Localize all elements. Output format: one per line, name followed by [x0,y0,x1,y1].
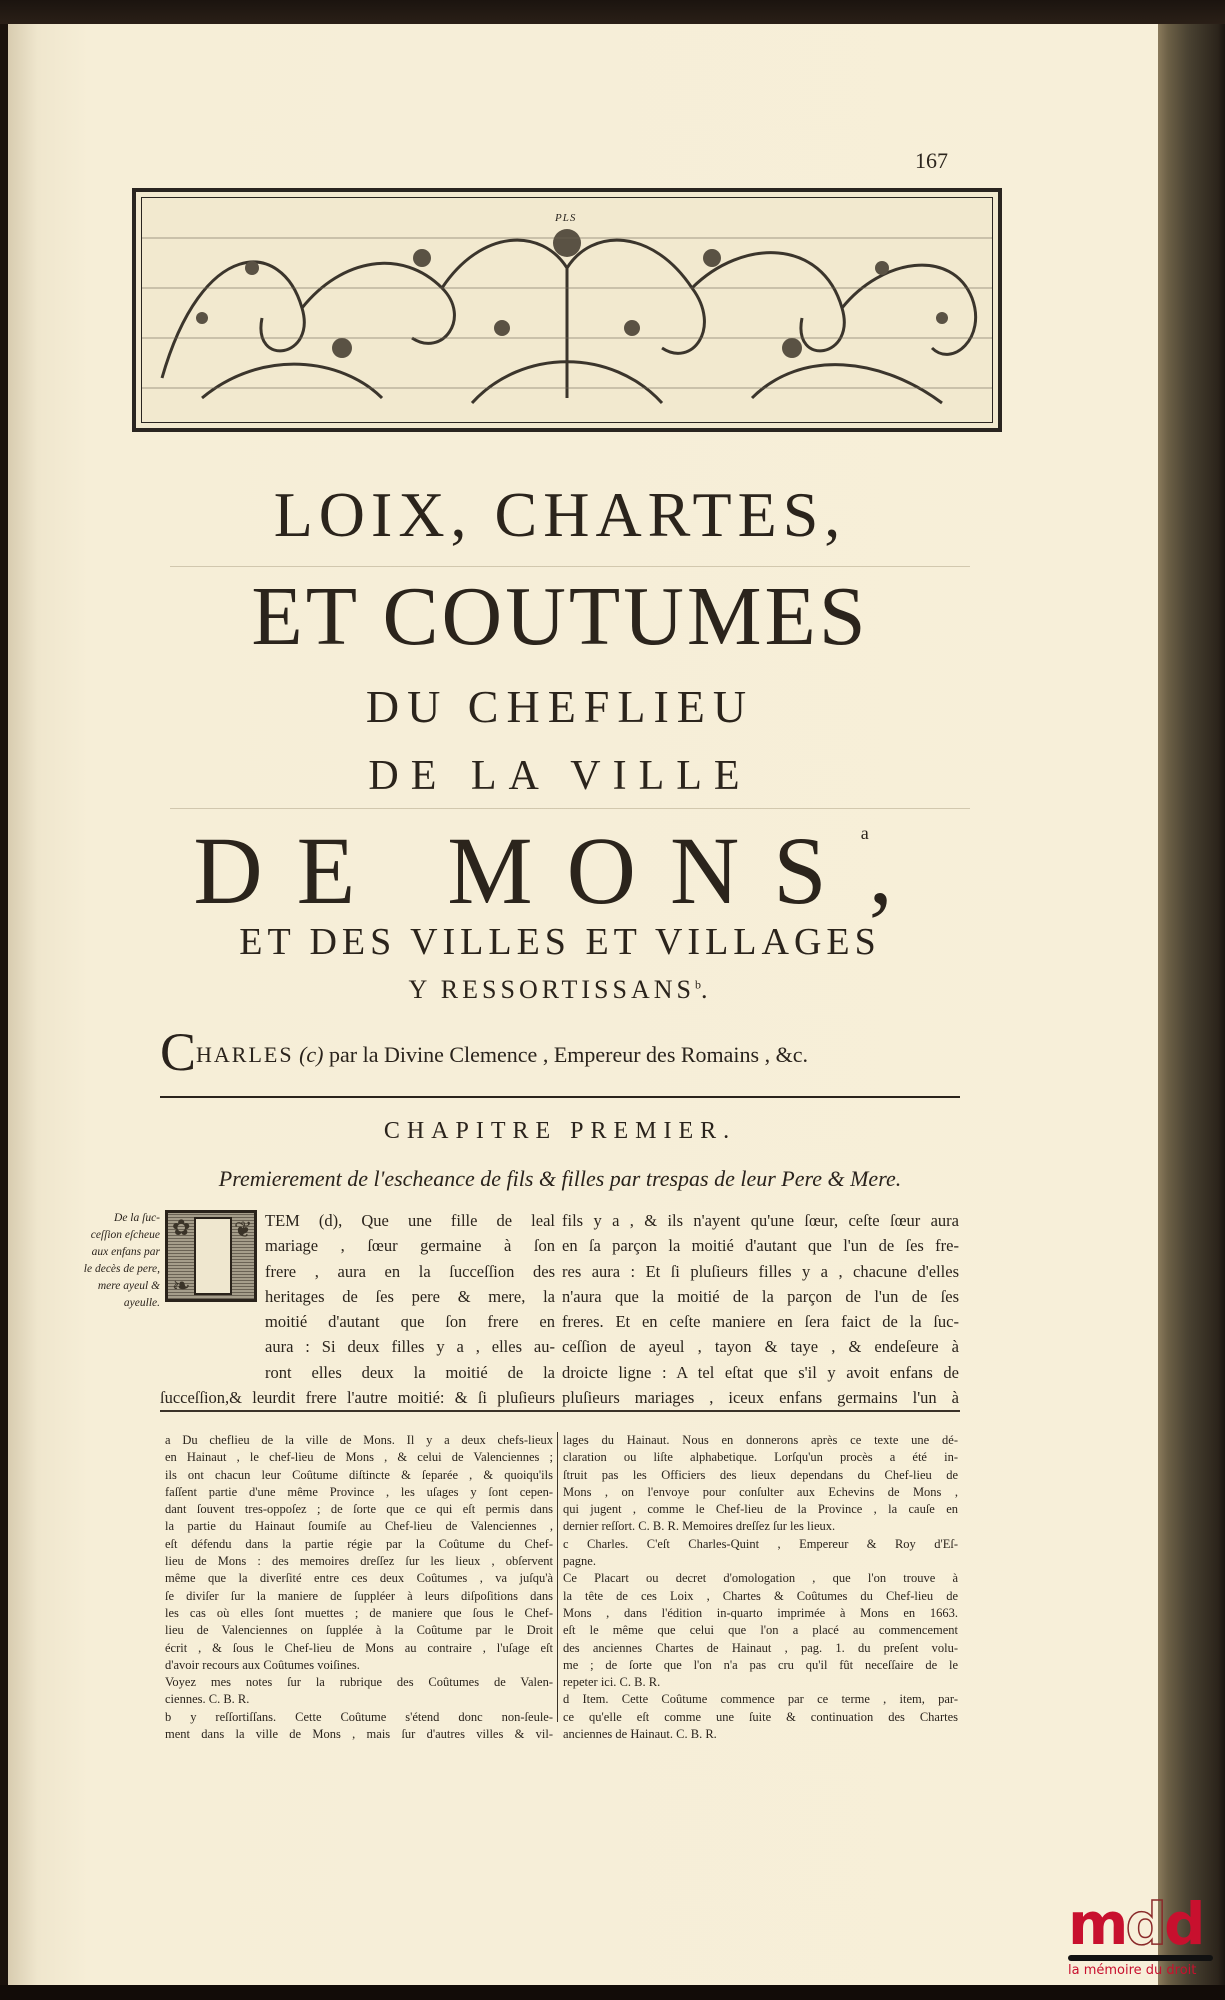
body-line: freres. Et en ceſte maniere en ſera faict de la ſuc- [562,1312,959,1332]
footnote-line: ce qu'elle eſt comme une ſuite & continuation des Chartes [563,1709,958,1724]
body-line: n'aura que la moitié de la parçon de l'un de ſes [562,1286,959,1306]
leaf-icon: ❧ [172,1273,191,1298]
body-text-left-top [265,1208,555,1360]
footnote-line: d Item. Cette Coûtume commence par ce terme , item, par- [563,1692,958,1707]
flower-icon: ✿ [172,1215,191,1240]
footnote-line: dant ſouvent tres-oppoſez ; de ſorte que ce qui eſt permis dans [165,1502,553,1517]
preamble-line [160,1022,808,1082]
title-punct: , [868,817,927,924]
body-line: pluſieurs mariages , iceux enfans germains l'un à [562,1388,959,1408]
body-line: ceſſion de ayeul , tayon & taye , & endeſeure à [562,1337,959,1357]
body-line: fils y a , & ils n'ayent qu'une ſœur, ceſte ſœur aura [562,1211,959,1230]
body-line: ront elles deux la moitié de la [265,1363,555,1382]
historiated-initial-I [165,1210,257,1302]
footnote-line: écrit , & ſous le Chef-lieu de Mons au contraire , l'uſage eſt [165,1640,553,1655]
footnote-line: en Hainaut , le chef-lieu de Mons , & celui de Valenciennes ; [165,1450,553,1465]
footnote-ref-c: (c) [299,1042,324,1067]
body-line: moitié d'autant que ſon frere en [265,1312,555,1332]
preamble-text: par la Divine Clemence , Empereur des Romains , &c. [323,1042,808,1067]
footnote-line: b y reſſortiſſans. Cette Coûtume s'étend donc non-ſeule- [165,1709,553,1724]
footnote-line: lages du Hainaut. Nous en donnerons après ce texte une dé- [563,1433,958,1447]
footnotes-rule [160,1410,960,1412]
footnote-line: Ce Placart ou decret d'omologation , que l'on trouve à [563,1571,958,1586]
faint-rule [170,808,970,809]
footnotes-right [563,1432,958,1743]
footnote-line: lieu de Valenciennes on ſupplée à la Coûtume par le Droit [165,1623,553,1638]
body-line: TEM (d), Que une fille de leal [265,1211,555,1230]
margin-note-line: aux enfans par [91,1246,160,1258]
floral-scroll-icon [142,198,992,422]
faint-rule [170,566,970,567]
body-line: aura : Si deux filles y a , elles au- [265,1337,555,1357]
logo-letter: d [1163,1890,1203,1958]
footnote-line: Voyez mes notes ſur la rubrique des Coûtumes de Valen- [165,1675,553,1690]
footnote-line: la tête de ces Loix , Chartes & Coûtumes du Chef-lieu de [563,1588,958,1603]
footnote-line: repeter ici. C. B. R. [563,1675,661,1690]
logo-letter: d [1125,1890,1164,1958]
footnote-line: ſe diviſer ſur la maniere de ſuppléer à leurs diſpoſitions dans [165,1588,553,1603]
footnote-line: claration ou liſte alphabetique. Lorſqu'un procès a été in- [563,1450,958,1465]
body-line: mariage , ſœur germaine à ſon [265,1236,555,1256]
title-line-4: DE LA VILLE [368,753,752,799]
body-line: heritages de ſes pere & mere, la [265,1286,555,1306]
title-punct: . [700,975,712,1004]
footnote-line: la partie du Hainaut ſoumiſe au Chef-lieu de Valenciennes , [165,1519,553,1534]
margin-note [68,1210,160,1312]
engraver-signature: PLS [555,212,577,224]
footnote-line: a Du cheflieu de la ville de Mons. Il y a deux chefs-lieux [165,1433,553,1447]
chapter-title: CHAPITRE PREMIER. [383,1118,737,1144]
footnote-line: ment dans la ville de Mons , mais ſur d'autres villes & vil- [165,1727,553,1742]
footnote-line: des anciennes Chartes de Hainaut , pag. 1. du preſent volu- [563,1640,958,1655]
body-text-right [562,1208,959,1410]
footnotes-left [165,1432,553,1743]
chapter-subtitle: Premierement de l'escheance de fils & filles par trespas de leur Pere & Mere. [218,1166,902,1191]
footnote-ref-a: a [860,823,869,843]
margin-note-line: le decès de pere, [83,1263,160,1275]
footnote-ref-b: b [694,977,701,992]
logo-caption: la mémoire du droit [1068,1963,1197,1978]
title-line-2: ET COUTUMES [251,570,869,663]
footnote-line: Mons , dans l'édition in-quarto imprimée à Mons en 1663. [563,1605,958,1620]
title-ressortissans: Y RESSORTISSANS [408,975,695,1004]
body-line: droicte ligne : A tel eſtat que s'il y avoit enfans de [562,1362,959,1382]
mdd-watermark-logo [1068,1890,1218,1995]
initial-letter-shape [194,1217,232,1295]
footnote-line: dernier reſſort. C. B. R. Memoires dreſſez ſur les lieux. [563,1519,836,1534]
page-number: 167 [915,148,948,173]
footnote-line: les cas où elles ſont muettes ; de maniere que ſous le Chef- [165,1605,553,1620]
book-cover-top [0,0,1225,24]
title-line-1: LOIX, CHARTES, [273,479,847,550]
body-line: res aura : Et ſi pluſieurs filles y a , chacune d'elles [562,1261,959,1281]
footnote-line: faſſent partie d'une même Province , les uſages y ſont cepen- [165,1484,553,1499]
body-text-left-bottom [160,1360,555,1411]
margin-note-line: ayeulle. [123,1297,160,1309]
preamble-initial: C [160,1022,197,1082]
logo-letter: m [1068,1890,1126,1958]
body-line: ſucceſſion,& leurdit frere l'autre moitié: & ſi pluſieurs [160,1388,555,1408]
title-de-mons: DE MONS [193,817,861,924]
footnote-line: ciennes. C. B. R. [165,1692,250,1707]
ornamental-headpiece [132,188,1002,432]
footnote-line: pagne. [563,1554,596,1569]
book-cover-bottom [0,1985,1225,2000]
margin-note-line: mere ayeul & [97,1280,160,1292]
margin-note-line: ceſſion eſcheue [90,1229,160,1241]
preamble-smallcaps: HARLES [196,1042,294,1067]
title-line-6: ET DES VILLES ET VILLAGES [239,921,881,963]
body-line: frere , aura en la ſucceſſion des [265,1261,555,1281]
page-edges [1158,24,1225,1985]
footnote-line: eſt défendu dans la partie régie par la Coûtume du Chef- [165,1536,553,1551]
title-line-7 [150,975,970,1005]
footnote-line: d'avoir recours aux Coûtumes voiſines. [165,1657,360,1672]
footnote-line: ſtruit pas les Officiers des lieux dependans du Chef-lieu de [563,1467,958,1482]
footnote-line: c Charles. C'eſt Charles-Quint , Empereur & Roy d'Eſ- [563,1536,958,1551]
footnote-line: qui jugent , comme le Chef-lieu de la Province , la cauſe en [563,1502,958,1517]
footnote-line: me ; de ſorte que l'on n'a pas cru qu'il fût neceſſaire de le [563,1657,958,1672]
body-line: en ſa parçon la moitié d'autant que l'un de ſes fre- [562,1236,959,1256]
footnotes-column-divider [557,1432,558,1722]
title-line-3: DU CHEFLIEU [365,681,755,732]
title-line-5 [150,815,970,926]
footnote-line: eſt le même que celui que l'on a placé au commencement [563,1623,958,1638]
footnote-line: Mons , on l'envoye pour conſulter aux Echevins de Mons , [563,1484,958,1499]
section-rule [160,1096,960,1098]
footnote-line: anciennes de Hainaut. C. B. R. [563,1727,717,1742]
margin-note-line: De la ſuc- [114,1212,160,1224]
mdd-logo-icon [1068,1890,1218,1958]
footnote-line: ils ont chacun leur Coûtume diſtincte & ſeparée , & quoiqu'ils [165,1467,553,1482]
footnote-line: lieu de Mons : des memoires dreſſez ſur les lieux , obſervent [165,1554,553,1569]
leaf-icon: ❦ [234,1217,253,1242]
footnote-line: même que la diverſité entre ces deux Coûtumes , va juſqu'à [165,1571,553,1586]
